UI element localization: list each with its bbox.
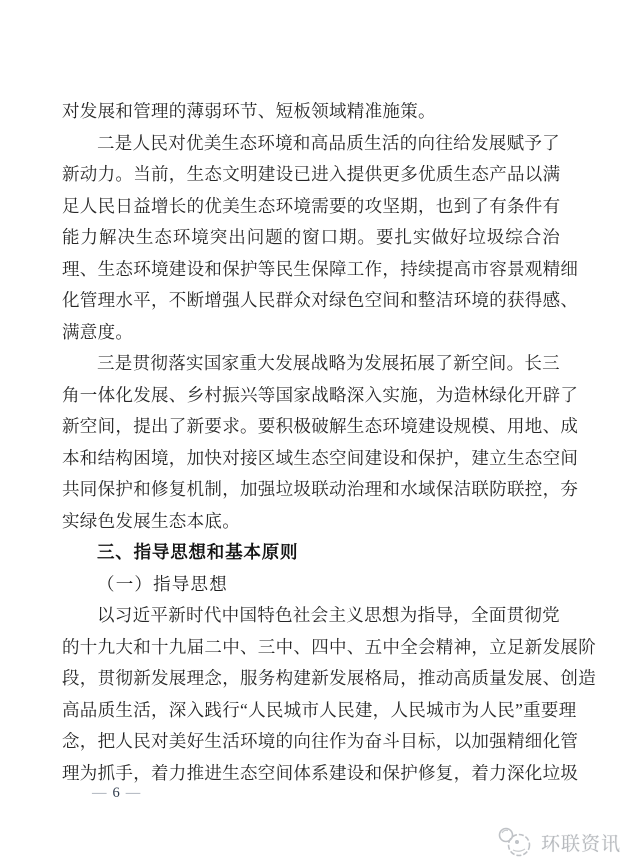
brand-name: 环联资讯 xyxy=(541,833,621,855)
text-line: 实绿色发展生态本底。 xyxy=(62,510,240,531)
text-line: 共同保护和修复机制，加强垃圾联动治理和水域保洁联防联控，夯 xyxy=(62,479,579,499)
text-line: 能力解决生态环境突出问题的窗口期。要扎实做好垃圾综合治 xyxy=(62,227,560,247)
body-text xyxy=(62,96,596,789)
text-line: 足人民日益增长的优美生态环境需要的攻坚期，也到了有条件有 xyxy=(62,195,561,216)
page-number-value: 6 xyxy=(112,785,120,801)
text-line: 对发展和管理的薄弱环节、短板领域精准施策。 xyxy=(62,101,436,121)
text-line: 角一体化发展、乡村振兴等国家战略深入实施，为造林绿化开辟了 xyxy=(62,384,579,405)
text-line: 理为抓手，着力推进生态空间体系建设和保护修复，着力深化垃圾 xyxy=(62,762,579,783)
text-line: 的十九大和十九届二中、三中、四中、五中全会精神，立足新发展阶 xyxy=(62,636,596,657)
text-line: 三是贯彻落实国家重大发展战略为发展拓展了新空间。长三 xyxy=(97,353,560,373)
text-line: 满意度。 xyxy=(62,321,134,342)
footer-dash: — xyxy=(92,785,107,801)
text-line: 理、生态环境建设和保护等民生保障工作，持续提高市容景观精细 xyxy=(62,258,579,279)
text-line: 新动力。当前，生态文明建设已进入提供更多优质生态产品以满 xyxy=(62,164,561,184)
text-line: 念，把人民对美好生活环境的向往作为奋斗目标，以加强精细化管 xyxy=(62,731,579,751)
text-line: 化管理水平，不断增强人民群众对绿色空间和整洁环境的获得感、 xyxy=(62,290,579,310)
text-line: 以习近平新时代中国特色社会主义思想为指导，全面贯彻党 xyxy=(97,605,560,625)
section-heading: 三、指导思想和基本原则 xyxy=(97,542,299,562)
subsection-heading: （一）指导思想 xyxy=(97,573,228,594)
text-line: 二是人民对优美生态环境和高品质生活的向往给发展赋予了 xyxy=(97,132,560,153)
brand-watermark xyxy=(497,826,621,858)
text-line: 高品质生活，深入践行“人民城市人民建，人民城市为人民”重要理 xyxy=(62,699,577,720)
huanlian-logo-icon xyxy=(497,826,533,858)
text-line: 新空间，提出了新要求。要积极破解生态环境建设规模、用地、成 xyxy=(62,416,579,436)
text-line: 本和结构困境，加快对接区域生态空间建设和保护，建立生态空间 xyxy=(62,447,579,468)
text-line: 段，贯彻新发展理念，服务构建新发展格局，推动高质量发展、创造 xyxy=(62,668,596,688)
footer-dash: — xyxy=(125,785,141,801)
page-number xyxy=(86,784,146,802)
